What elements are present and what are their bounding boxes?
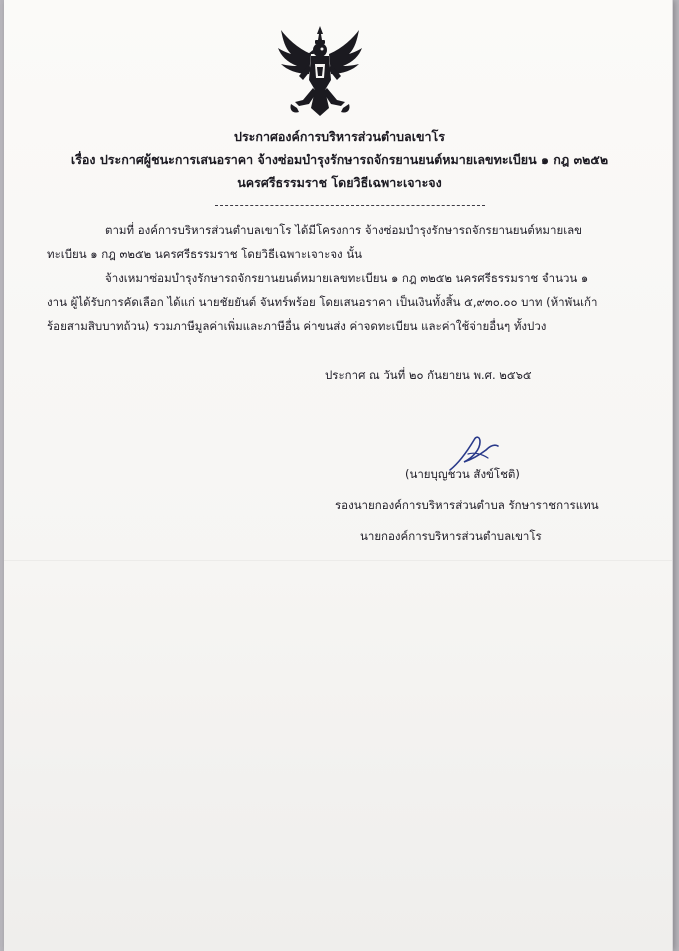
signer-name: (นายบุญชวน สังข์โชติ) bbox=[405, 467, 520, 481]
issuer-heading: ประกาศองค์การบริหารส่วนตำบลเขาโร bbox=[234, 129, 445, 144]
paragraph-1-line-2: ทะเบียน ๑ กฎ ๓๒๕๒ นครศรีธรรมราช โดยวิธีเฉพาะเจาะจง นั้น bbox=[47, 247, 363, 261]
signer-position-2: นายกองค์การบริหารส่วนตำบลเขาโร bbox=[360, 529, 542, 543]
paragraph-2-line-2: งาน ผู้ได้รับการคัดเลือก ได้แก่ นายชัยยันต์ จันทร์พร้อย โดยเสนอราคา เป็นเงินทั้งสิ้น ๕,๙๓๐.๐๐ บาท (ห้าพันเก้า bbox=[47, 295, 598, 309]
announce-date: ประกาศ ณ วันที่ ๒๐ กันยายน พ.ศ. ๒๕๖๕ bbox=[325, 368, 532, 382]
paragraph-1-line-1: ตามที่ องค์การบริหารส่วนตำบลเขาโร ได้มีโครงการ จ้างซ่อมบำรุงรักษารถจักรยานยนต์หมายเลข bbox=[105, 223, 583, 237]
divider-line bbox=[215, 205, 485, 206]
paragraph-2-line-3: ร้อยสามสิบบาทถ้วน) รวมภาษีมูลค่าเพิ่มและภาษีอื่น ค่าขนส่ง ค่าจดทะเบียน และค่าใช้จ่ายอื่นๆ ทั้งปวง bbox=[47, 319, 547, 333]
garuda-emblem-icon bbox=[275, 24, 365, 120]
subject-line-2: นครศรีธรรมราช โดยวิธีเฉพาะเจาะจง bbox=[237, 175, 442, 190]
paragraph-2-line-1: จ้างเหมาซ่อมบำรุงรักษารถจักรยานยนต์หมายเลขทะเบียน ๑ กฎ ๓๒๕๒ นครศรีธรรมราช จำนวน ๑ bbox=[105, 271, 589, 285]
subject-line-1: เรื่อง ประกาศผู้ชนะการเสนอราคา จ้างซ่อมบำรุงรักษารถจักรยานยนต์หมายเลขทะเบียน ๑ กฎ ๓๒๕๒ bbox=[70, 152, 609, 167]
signer-position-1: รองนายกองค์การบริหารส่วนตำบล รักษาราชการแทน bbox=[335, 498, 599, 512]
